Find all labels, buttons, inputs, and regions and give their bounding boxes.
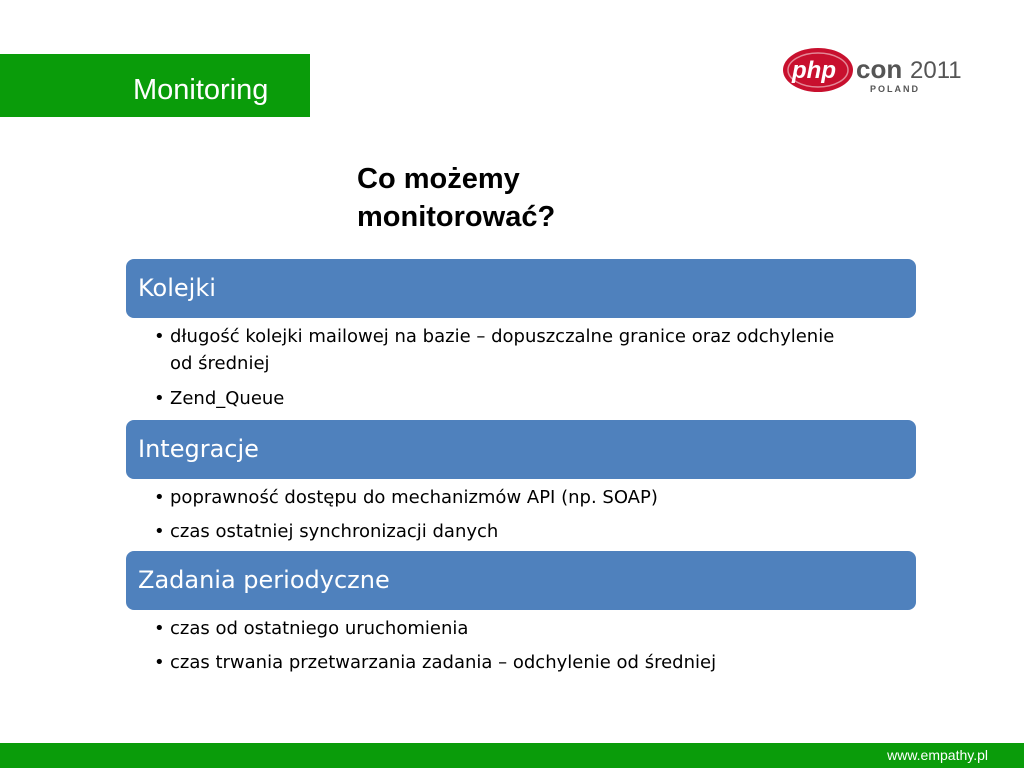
list-item: • Zend_Queue [154,385,854,412]
section-header-integracje: Integracje [126,420,916,479]
list-item: • poprawność dostępu do mechanizmów API (np. SOAP) [154,484,854,511]
logo-text-subtitle: POLAND [870,84,920,94]
section-header-kolejki: Kolejki [126,259,916,318]
phpcon-logo [782,44,972,96]
bullet-list-zadania [154,615,854,683]
section-header-zadania: Zadania periodyczne [126,551,916,610]
slide-title: Monitoring [133,74,269,106]
slide-heading: Co możemy monitorować? [357,163,556,233]
logo-text-php: php [792,57,836,84]
list-item: • czas ostatniej synchronizacji danych [154,518,854,545]
list-item: • czas od ostatniego uruchomienia [154,615,854,642]
bullet-list-kolejki [154,323,854,419]
list-item: • czas trwania przetwarzania zadania – odchylenie od średniej [154,649,854,676]
title-box [0,54,310,117]
footer-url: www.empathy.pl [887,747,988,763]
bullet-list-integracje [154,484,854,552]
list-item: • długość kolejki mailowej na bazie – dopuszczalne granice oraz odchylenie od średniej [154,323,854,377]
logo-text-con: con [856,54,903,84]
footer-bar [0,743,1024,768]
logo-text-year: 2011 [910,57,962,84]
